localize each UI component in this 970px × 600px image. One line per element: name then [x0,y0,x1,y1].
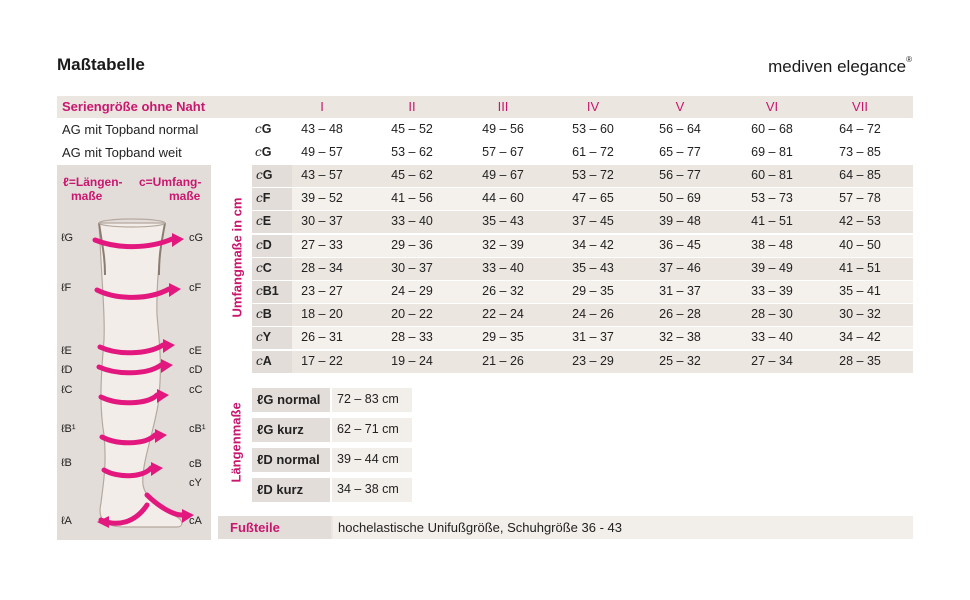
table-cell: 30 – 32 [839,307,881,322]
leg-left-label: ℓG [61,232,74,244]
table-cell: 41 – 51 [751,214,793,229]
len-row-code: ℓG kurz [257,422,304,437]
table-cell: 28 – 33 [391,330,433,345]
table-cell: 26 – 31 [301,330,343,345]
size-col-header-I: I [320,99,324,114]
leg-left-label: ℓA [61,515,72,527]
circ-row-code: cA [256,353,272,368]
table-cell: 24 – 26 [572,307,614,322]
circumference-axis-label: Umfangmaße in cm [229,197,245,318]
table-cell: 31 – 37 [572,330,614,345]
table-cell: 26 – 28 [659,307,701,322]
len-row-code: ℓD normal [257,452,320,467]
table-cell: 39 – 52 [301,191,343,206]
table-cell: 27 – 34 [751,353,793,368]
table-cell: 40 – 50 [839,237,881,252]
table-cell: 53 – 62 [391,145,433,159]
table-cell: 31 – 37 [659,284,701,298]
table-cell: 33 – 39 [751,284,793,298]
table-cell: 49 – 67 [482,168,524,182]
leg-right-label: cA [189,515,202,527]
table-cell: 56 – 77 [659,168,701,182]
legend-circ-key-2: maße [169,189,201,203]
size-col-header-VII: VII [852,99,868,114]
size-col-header-III: III [497,99,509,114]
table-cell: 18 – 20 [301,307,343,322]
size-col-header-VI: VI [765,99,779,114]
table-cell: 23 – 27 [301,284,343,298]
table-cell: 28 – 30 [751,307,793,322]
leg-left-label: ℓB¹ [61,423,76,435]
table-cell: 27 – 33 [301,237,343,252]
circ-row-code: cY [256,330,272,345]
page-title: Maßtabelle [57,55,145,74]
leg-right-label: cB¹ [189,423,206,435]
table-cell: 43 – 57 [301,168,343,182]
leg-right-label: cD [189,364,203,376]
len-row-code: ℓG normal [257,392,321,407]
table-cell: 56 – 64 [659,122,701,136]
leg-right-label: cF [189,282,202,294]
leg-diagram-panel [57,165,211,540]
table-cell: 37 – 46 [659,260,701,275]
brand-name: mediven elegance [768,57,907,76]
table-cell: 53 – 60 [572,122,614,136]
table-cell: 17 – 22 [301,353,343,368]
table-cell: 32 – 38 [659,330,701,345]
table-cell: 23 – 29 [572,353,614,368]
table-cell: 53 – 72 [572,168,614,182]
table-cell: 69 – 81 [751,145,793,159]
leg-left-label: ℓD [61,364,73,376]
leg-right-label: cE [189,345,202,357]
table-cell: 29 – 35 [482,330,524,345]
leg-left-label: ℓB [61,457,72,469]
table-cell: 73 – 85 [839,145,881,159]
table-cell: 35 – 41 [839,284,881,298]
table-cell: 60 – 81 [751,168,793,182]
brand-mark: ® [906,55,912,64]
top-row-code: cG [255,122,272,136]
table-cell: 42 – 53 [839,214,881,229]
table-cell: 35 – 43 [572,260,614,275]
circ-row-code: cF [256,191,271,206]
table-cell: 30 – 37 [391,260,433,275]
table-cell: 45 – 62 [391,168,433,182]
table-cell: 38 – 48 [751,237,793,252]
table-cell: 34 – 42 [572,237,614,252]
table-cell: 36 – 45 [659,237,701,252]
table-cell: 49 – 57 [301,145,343,159]
table-cell: 64 – 85 [839,168,881,182]
table-cell: 35 – 43 [482,214,524,229]
leg-right-label: cB [189,458,202,470]
leg-left-label: ℓC [61,384,73,396]
table-cell: 60 – 68 [751,122,793,136]
size-col-header-V: V [675,99,685,114]
table-cell: 19 – 24 [391,353,433,368]
table-cell: 64 – 72 [839,122,881,136]
len-row-value: 72 – 83 cm [337,392,399,406]
table-cell: 39 – 49 [751,260,793,275]
table-cell: 33 – 40 [751,330,793,345]
table-cell: 22 – 24 [482,307,524,322]
circ-row-code: cB1 [256,284,279,298]
table-cell: 33 – 40 [482,260,524,275]
table-cell: 29 – 36 [391,237,433,252]
table-cell: 39 – 48 [659,214,701,229]
table-cell: 28 – 34 [301,260,343,275]
table-cell: 26 – 32 [482,284,524,298]
series-size-label: Seriengröße ohne Naht [62,99,206,114]
leg-illustration [57,165,211,540]
top-row-label: AG mit Topband weit [62,145,182,160]
leg-left-label: ℓE [61,345,72,357]
table-cell: 41 – 51 [839,260,881,275]
table-cell: 57 – 78 [839,191,881,206]
legend-circ-key: c=Umfang- [139,175,202,189]
table-cell: 65 – 77 [659,145,701,159]
leg-left-label: ℓF [61,282,72,294]
table-cell: 45 – 52 [391,122,433,136]
table-cell: 30 – 37 [301,214,343,229]
circ-row-code: cD [256,237,272,252]
table-cell: 24 – 29 [391,284,433,298]
leg-right-label: cY [189,477,202,489]
table-cell: 28 – 35 [839,353,881,368]
table-cell: 37 – 45 [572,214,614,229]
leg-right-label: cC [189,384,203,396]
table-cell: 20 – 22 [391,307,433,322]
table-cell: 21 – 26 [482,353,524,368]
table-cell: 44 – 60 [482,191,524,206]
table-cell: 53 – 73 [751,191,793,206]
table-cell: 25 – 32 [659,353,701,368]
legend-length-key-2: maße [71,189,103,203]
length-axis-label: Längenmaße [228,402,244,483]
size-col-header-IV: IV [586,99,600,114]
len-row-value: 62 – 71 cm [337,422,399,436]
leg-right-label: cG [189,232,204,244]
table-cell: 33 – 40 [391,214,433,229]
table-cell: 50 – 69 [659,191,701,206]
legend-length-key: ℓ=Längen- [63,175,123,189]
table-cell: 43 – 48 [301,122,343,136]
table-cell: 47 – 65 [572,191,614,206]
table-cell: 61 – 72 [572,145,614,159]
table-cell: 49 – 56 [482,122,524,136]
foot-value: hochelastische Unifußgröße, Schuhgröße 36 - 43 [338,520,622,535]
table-cell: 34 – 42 [839,330,881,345]
circ-row-code: cB [256,307,272,322]
size-col-header-II: II [408,99,416,114]
circ-row-code: cE [256,214,272,229]
top-row-code: cG [255,145,272,159]
brand-logo [768,57,912,77]
table-cell: 41 – 56 [391,191,433,206]
len-row-value: 34 – 38 cm [337,482,399,496]
foot-label: Fußteile [230,520,280,535]
table-cell: 57 – 67 [482,145,524,159]
top-row-label: AG mit Topband normal [62,122,199,137]
table-cell: 32 – 39 [482,237,524,252]
table-cell: 29 – 35 [572,284,614,298]
circ-row-code: cC [256,260,272,275]
len-row-value: 39 – 44 cm [337,452,399,466]
circ-row-code: cG [256,168,273,182]
len-row-code: ℓD kurz [257,482,304,497]
